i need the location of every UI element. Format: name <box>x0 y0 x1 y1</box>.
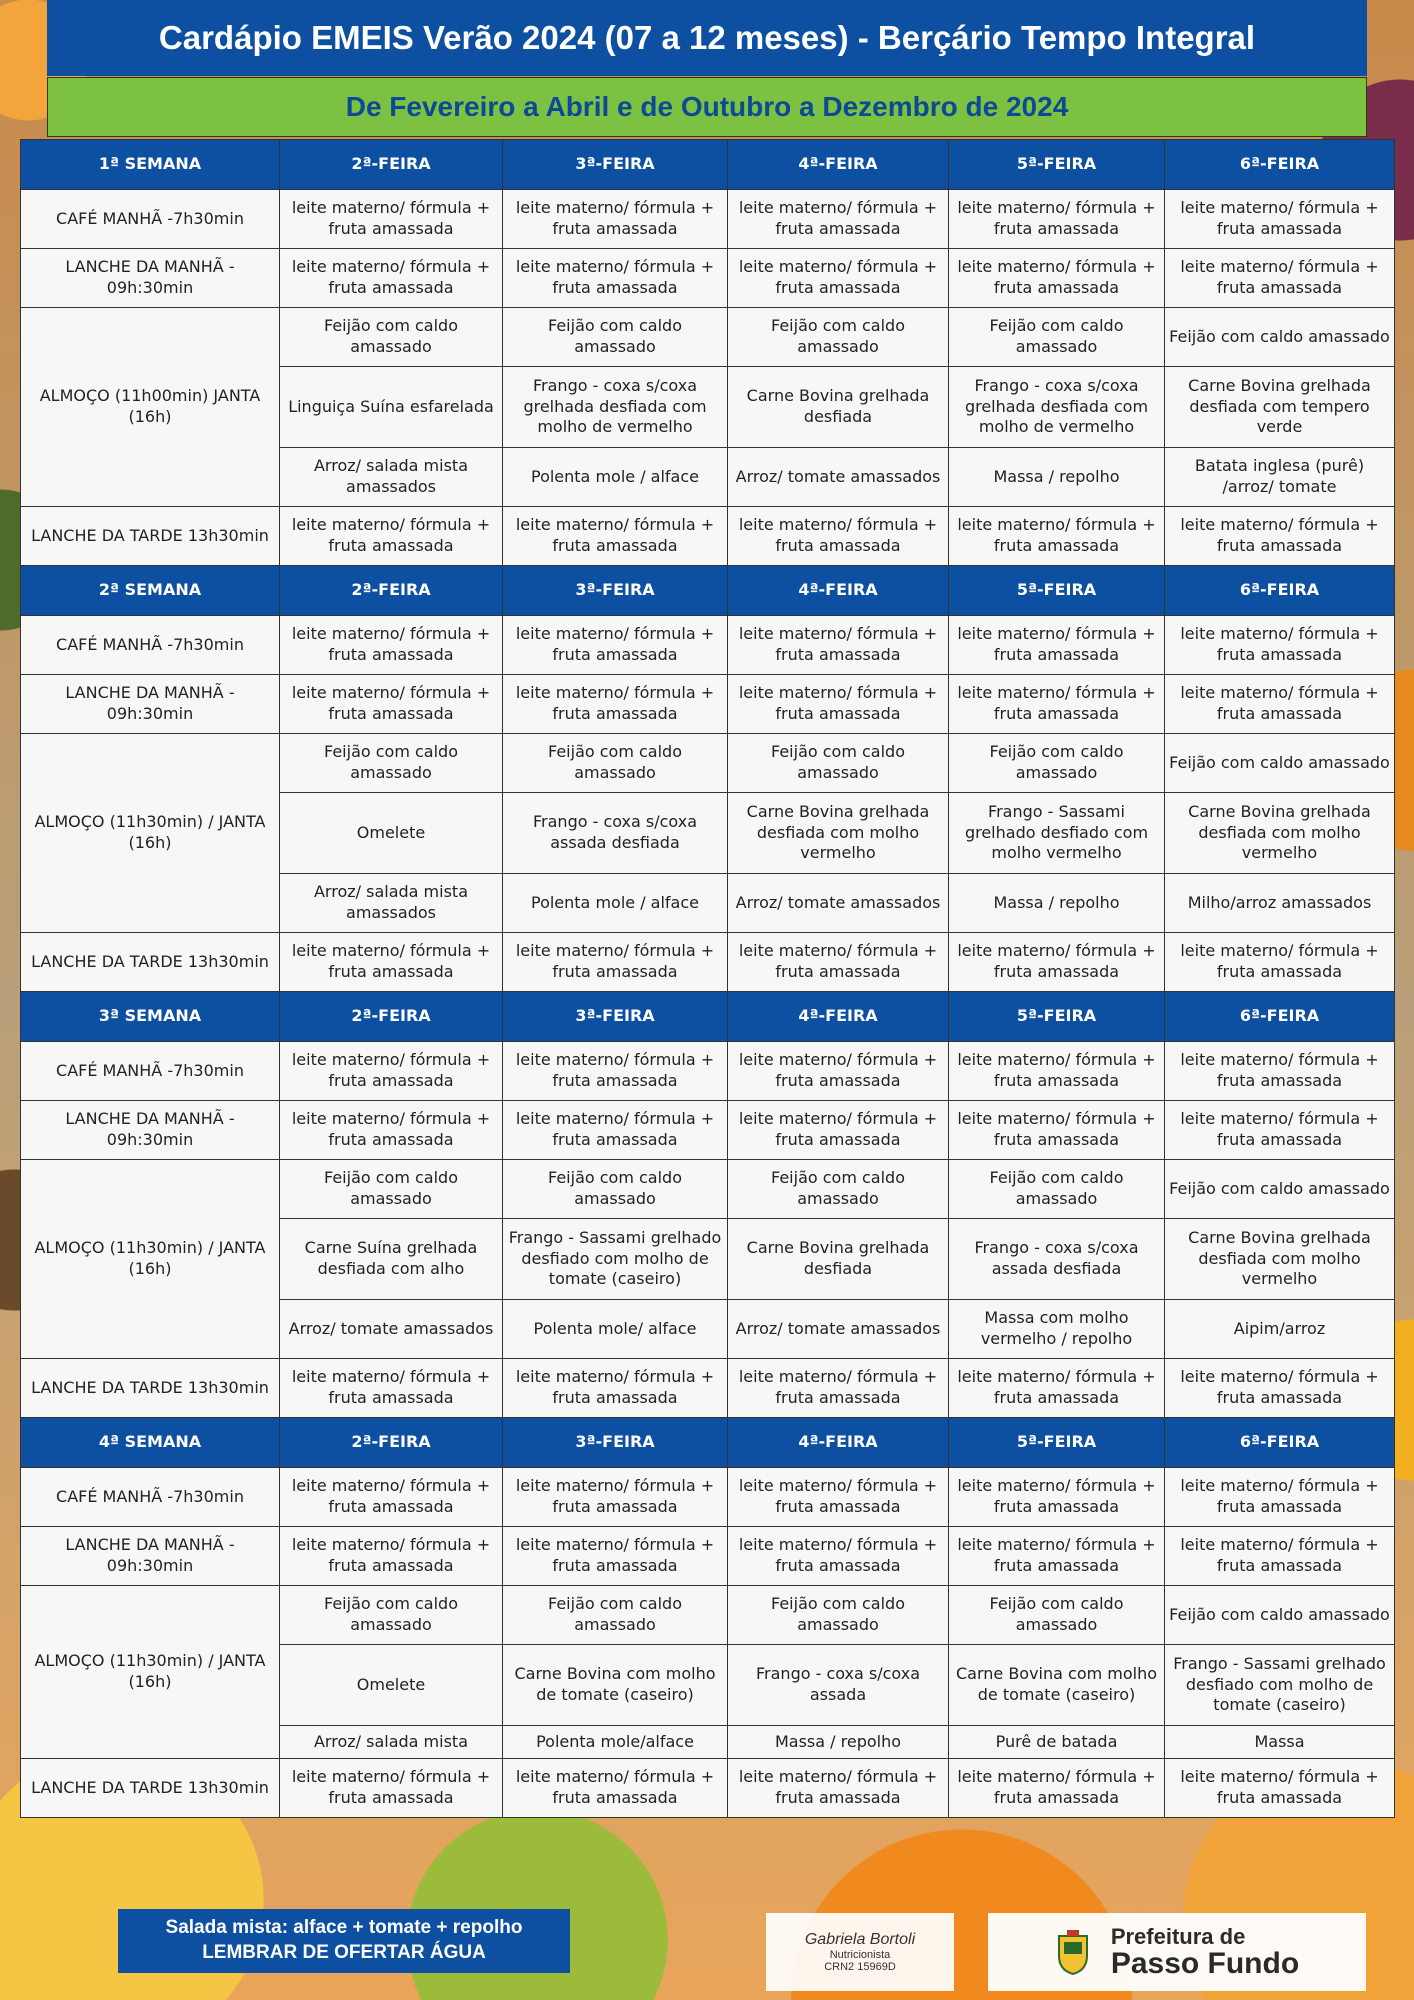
menu-cell: leite materno/ fórmula + fruta amassada <box>949 1042 1165 1101</box>
menu-cell: leite materno/ fórmula + fruta amassada <box>1165 616 1395 675</box>
menu-cell: Carne Bovina grelhada desfiada com tempero verde <box>1165 367 1395 448</box>
menu-cell: Feijão com caldo amassado <box>503 1586 728 1645</box>
salad-note: Salada mista: alface + tomate + repolho <box>165 1917 523 1939</box>
day-header: 5ª-FEIRA <box>949 566 1165 616</box>
menu-cell: Feijão com caldo amassado <box>280 734 503 793</box>
menu-cell: leite materno/ fórmula + fruta amassada <box>949 1359 1165 1418</box>
menu-cell: leite materno/ fórmula + fruta amassada <box>280 1527 503 1586</box>
menu-cell: Carne Bovina com molho de tomate (caseiro) <box>503 1645 728 1726</box>
day-header: 2ª-FEIRA <box>280 992 503 1042</box>
menu-cell: leite materno/ fórmula + fruta amassada <box>1165 933 1395 992</box>
menu-cell: leite materno/ fórmula + fruta amassada <box>503 675 728 734</box>
menu-cell: Aipim/arroz <box>1165 1300 1395 1359</box>
menu-cell: leite materno/ fórmula + fruta amassada <box>728 1759 949 1818</box>
prefeitura-logo <box>988 1913 1366 1991</box>
day-header: 3ª-FEIRA <box>503 1418 728 1468</box>
meal-label-cafe: CAFÉ MANHÃ -7h30min <box>21 1042 280 1101</box>
week-header-row <box>21 1418 1395 1468</box>
menu-cell: Feijão com caldo amassado <box>503 1160 728 1219</box>
day-header: 6ª-FEIRA <box>1165 140 1395 190</box>
menu-cell: leite materno/ fórmula + fruta amassada <box>728 507 949 566</box>
menu-cell: leite materno/ fórmula + fruta amassada <box>949 616 1165 675</box>
table-row <box>21 249 1395 308</box>
table-row <box>21 933 1395 992</box>
day-header: 2ª-FEIRA <box>280 1418 503 1468</box>
menu-cell: Frango - Sassami grelhado desfiado com molho vermelho <box>949 793 1165 874</box>
menu-cell: leite materno/ fórmula + fruta amassada <box>728 1527 949 1586</box>
menu-cell: Carne Bovina com molho de tomate (caseiro) <box>949 1645 1165 1726</box>
menu-cell: leite materno/ fórmula + fruta amassada <box>503 1101 728 1160</box>
signature-crn: CRN2 15969D <box>824 1961 896 1973</box>
meal-label-almoco: ALMOÇO (11h30min) / JANTA (16h) <box>21 734 280 933</box>
menu-cell: Linguiça Suína esfarelada <box>280 367 503 448</box>
footer-note-box <box>118 1909 570 1973</box>
menu-cell: Feijão com caldo amassado <box>280 308 503 367</box>
menu-cell: leite materno/ fórmula + fruta amassada <box>949 933 1165 992</box>
day-header: 4ª-FEIRA <box>728 566 949 616</box>
menu-cell: leite materno/ fórmula + fruta amassada <box>280 675 503 734</box>
menu-cell: Polenta mole / alface <box>503 874 728 933</box>
meal-label-lanche-manha: LANCHE DA MANHÃ - 09h:30min <box>21 675 280 734</box>
meal-label-cafe: CAFÉ MANHÃ -7h30min <box>21 1468 280 1527</box>
menu-cell: Feijão com caldo amassado <box>949 1586 1165 1645</box>
table-row <box>21 308 1395 367</box>
menu-cell: leite materno/ fórmula + fruta amassada <box>280 616 503 675</box>
menu-cell: Feijão com caldo amassado <box>1165 308 1395 367</box>
week-label: 2ª SEMANA <box>21 566 280 616</box>
menu-cell: leite materno/ fórmula + fruta amassada <box>728 616 949 675</box>
table-row <box>21 675 1395 734</box>
table-row <box>21 1359 1395 1418</box>
menu-cell: leite materno/ fórmula + fruta amassada <box>280 1101 503 1160</box>
menu-table <box>20 139 1395 1818</box>
nutritionist-signature <box>766 1913 954 1991</box>
menu-cell: leite materno/ fórmula + fruta amassada <box>1165 1042 1395 1101</box>
menu-cell: Omelete <box>280 1645 503 1726</box>
menu-cell: Frango - coxa s/coxa assada desfiada <box>949 1219 1165 1300</box>
table-row <box>21 507 1395 566</box>
day-header: 5ª-FEIRA <box>949 1418 1165 1468</box>
menu-cell: Carne Suína grelhada desfiada com alho <box>280 1219 503 1300</box>
menu-cell: leite materno/ fórmula + fruta amassada <box>1165 190 1395 249</box>
menu-cell: Frango - coxa s/coxa grelhada desfiada com molho de vermelho <box>503 367 728 448</box>
meal-label-lanche-manha: LANCHE DA MANHÃ - 09h:30min <box>21 1527 280 1586</box>
meal-label-lanche-tarde: LANCHE DA TARDE 13h30min <box>21 507 280 566</box>
menu-cell: leite materno/ fórmula + fruta amassada <box>280 249 503 308</box>
menu-cell: leite materno/ fórmula + fruta amassada <box>728 675 949 734</box>
menu-cell: Arroz/ tomate amassados <box>728 1300 949 1359</box>
menu-cell: Frango - coxa s/coxa grelhada desfiada com molho de vermelho <box>949 367 1165 448</box>
menu-cell: Polenta mole/ alface <box>503 1300 728 1359</box>
menu-cell: Carne Bovina grelhada desfiada com molho vermelho <box>728 793 949 874</box>
menu-cell: leite materno/ fórmula + fruta amassada <box>728 933 949 992</box>
menu-cell: Carne Bovina grelhada desfiada com molho vermelho <box>1165 793 1395 874</box>
menu-cell: leite materno/ fórmula + fruta amassada <box>949 675 1165 734</box>
menu-cell: Carne Bovina grelhada desfiada com molho vermelho <box>1165 1219 1395 1300</box>
menu-cell: Batata inglesa (purê) /arroz/ tomate <box>1165 448 1395 507</box>
menu-cell: Massa / repolho <box>728 1726 949 1759</box>
meal-label-almoco: ALMOÇO (11h30min) / JANTA (16h) <box>21 1160 280 1359</box>
menu-cell: leite materno/ fórmula + fruta amassada <box>949 507 1165 566</box>
menu-cell: Massa com molho vermelho / repolho <box>949 1300 1165 1359</box>
menu-cell: Massa / repolho <box>949 448 1165 507</box>
menu-cell: leite materno/ fórmula + fruta amassada <box>280 1759 503 1818</box>
menu-cell: leite materno/ fórmula + fruta amassada <box>949 1527 1165 1586</box>
menu-cell: leite materno/ fórmula + fruta amassada <box>1165 1101 1395 1160</box>
city-crest-icon <box>1055 1928 1091 1976</box>
day-header: 6ª-FEIRA <box>1165 1418 1395 1468</box>
day-header: 4ª-FEIRA <box>728 992 949 1042</box>
day-header: 2ª-FEIRA <box>280 140 503 190</box>
menu-cell: Feijão com caldo amassado <box>949 1160 1165 1219</box>
table-row <box>21 1042 1395 1101</box>
menu-cell: Arroz/ salada mista <box>280 1726 503 1759</box>
day-header: 3ª-FEIRA <box>503 992 728 1042</box>
day-header: 3ª-FEIRA <box>503 140 728 190</box>
menu-cell: leite materno/ fórmula + fruta amassada <box>280 933 503 992</box>
week-header-row <box>21 566 1395 616</box>
menu-cell: leite materno/ fórmula + fruta amassada <box>949 1759 1165 1818</box>
menu-cell: leite materno/ fórmula + fruta amassada <box>728 1468 949 1527</box>
menu-cell: Feijão com caldo amassado <box>1165 1586 1395 1645</box>
meal-label-lanche-manha: LANCHE DA MANHÃ - 09h:30min <box>21 249 280 308</box>
menu-cell: Arroz/ tomate amassados <box>280 1300 503 1359</box>
menu-cell: Feijão com caldo amassado <box>728 308 949 367</box>
table-row <box>21 616 1395 675</box>
menu-cell: leite materno/ fórmula + fruta amassada <box>1165 1527 1395 1586</box>
week-label: 4ª SEMANA <box>21 1418 280 1468</box>
menu-cell: Feijão com caldo amassado <box>1165 734 1395 793</box>
menu-cell: leite materno/ fórmula + fruta amassada <box>949 1468 1165 1527</box>
day-header: 6ª-FEIRA <box>1165 566 1395 616</box>
logo-line-2: Passo Fundo <box>1110 1946 1300 1980</box>
menu-cell: leite materno/ fórmula + fruta amassada <box>503 1468 728 1527</box>
menu-cell: Feijão com caldo amassado <box>503 734 728 793</box>
day-header: 4ª-FEIRA <box>728 1418 949 1468</box>
menu-cell: Milho/arroz amassados <box>1165 874 1395 933</box>
menu-cell: Arroz/ salada mista amassados <box>280 874 503 933</box>
menu-cell: leite materno/ fórmula + fruta amassada <box>728 1042 949 1101</box>
menu-cell: Frango - coxa s/coxa assada <box>728 1645 949 1726</box>
menu-cell: Frango - coxa s/coxa assada desfiada <box>503 793 728 874</box>
meal-label-almoco: ALMOÇO (11h00min) JANTA (16h) <box>21 308 280 507</box>
menu-cell: leite materno/ fórmula + fruta amassada <box>728 249 949 308</box>
menu-cell: Feijão com caldo amassado <box>728 1160 949 1219</box>
menu-cell: Frango - Sassami grelhado desfiado com molho de tomate (caseiro) <box>1165 1645 1395 1726</box>
menu-cell: Polenta mole/alface <box>503 1726 728 1759</box>
menu-cell: leite materno/ fórmula + fruta amassada <box>280 1359 503 1418</box>
menu-cell: leite materno/ fórmula + fruta amassada <box>280 190 503 249</box>
week-label: 3ª SEMANA <box>21 992 280 1042</box>
menu-cell: Massa <box>1165 1726 1395 1759</box>
menu-cell: leite materno/ fórmula + fruta amassada <box>503 249 728 308</box>
menu-cell: leite materno/ fórmula + fruta amassada <box>949 1101 1165 1160</box>
table-row <box>21 1468 1395 1527</box>
table-row <box>21 1160 1395 1219</box>
menu-cell: Arroz/ tomate amassados <box>728 874 949 933</box>
menu-cell: Feijão com caldo amassado <box>280 1160 503 1219</box>
menu-cell: Massa / repolho <box>949 874 1165 933</box>
menu-cell: leite materno/ fórmula + fruta amassada <box>1165 507 1395 566</box>
menu-cell: leite materno/ fórmula + fruta amassada <box>503 1759 728 1818</box>
menu-cell: leite materno/ fórmula + fruta amassada <box>280 507 503 566</box>
meal-label-lanche-manha: LANCHE DA MANHÃ - 09h:30min <box>21 1101 280 1160</box>
menu-cell: leite materno/ fórmula + fruta amassada <box>728 190 949 249</box>
water-reminder: LEMBRAR DE OFERTAR ÁGUA <box>202 1942 486 1963</box>
menu-cell: Polenta mole / alface <box>503 448 728 507</box>
signature-name: Gabriela Bortoli <box>804 1931 916 1948</box>
menu-cell: leite materno/ fórmula + fruta amassada <box>280 1468 503 1527</box>
menu-cell: Feijão com caldo amassado <box>728 1586 949 1645</box>
day-header: 4ª-FEIRA <box>728 140 949 190</box>
week-header-row <box>21 140 1395 190</box>
week-header-row <box>21 992 1395 1042</box>
menu-cell: Arroz/ tomate amassados <box>728 448 949 507</box>
table-row <box>21 734 1395 793</box>
menu-cell: leite materno/ fórmula + fruta amassada <box>503 1359 728 1418</box>
week-label: 1ª SEMANA <box>21 140 280 190</box>
period-subtitle: De Fevereiro a Abril e de Outubro a Dezembro de 2024 <box>47 77 1367 137</box>
menu-cell: leite materno/ fórmula + fruta amassada <box>1165 675 1395 734</box>
logo-line-1: Prefeitura de <box>1110 1923 1246 1949</box>
table-row <box>21 190 1395 249</box>
page-title: Cardápio EMEIS Verão 2024 (07 a 12 meses) - Berçário Tempo Integral <box>47 0 1367 76</box>
meal-label-almoco: ALMOÇO (11h30min) / JANTA (16h) <box>21 1586 280 1759</box>
table-row <box>21 1586 1395 1645</box>
menu-cell: leite materno/ fórmula + fruta amassada <box>949 249 1165 308</box>
menu-cell: Carne Bovina grelhada desfiada <box>728 1219 949 1300</box>
meal-label-lanche-tarde: LANCHE DA TARDE 13h30min <box>21 1759 280 1818</box>
menu-cell: leite materno/ fórmula + fruta amassada <box>1165 1359 1395 1418</box>
meal-label-cafe: CAFÉ MANHÃ -7h30min <box>21 190 280 249</box>
menu-cell: Omelete <box>280 793 503 874</box>
menu-cell: leite materno/ fórmula + fruta amassada <box>503 1042 728 1101</box>
day-header: 6ª-FEIRA <box>1165 992 1395 1042</box>
day-header: 3ª-FEIRA <box>503 566 728 616</box>
menu-cell: leite materno/ fórmula + fruta amassada <box>1165 1468 1395 1527</box>
menu-cell: leite materno/ fórmula + fruta amassada <box>503 1527 728 1586</box>
menu-cell: Feijão com caldo amassado <box>728 734 949 793</box>
menu-cell: leite materno/ fórmula + fruta amassada <box>503 507 728 566</box>
meal-label-cafe: CAFÉ MANHÃ -7h30min <box>21 616 280 675</box>
menu-cell: leite materno/ fórmula + fruta amassada <box>728 1101 949 1160</box>
day-header: 5ª-FEIRA <box>949 992 1165 1042</box>
meal-label-lanche-tarde: LANCHE DA TARDE 13h30min <box>21 1359 280 1418</box>
menu-cell: leite materno/ fórmula + fruta amassada <box>503 616 728 675</box>
menu-cell: Frango - Sassami grelhado desfiado com molho de tomate (caseiro) <box>503 1219 728 1300</box>
table-row <box>21 1101 1395 1160</box>
menu-cell: leite materno/ fórmula + fruta amassada <box>949 190 1165 249</box>
table-row <box>21 1759 1395 1818</box>
menu-cell: Arroz/ salada mista amassados <box>280 448 503 507</box>
menu-cell: leite materno/ fórmula + fruta amassada <box>503 190 728 249</box>
signature-role: Nutricionista <box>829 1949 891 1961</box>
day-header: 5ª-FEIRA <box>949 140 1165 190</box>
menu-cell: Feijão com caldo amassado <box>280 1586 503 1645</box>
menu-cell: leite materno/ fórmula + fruta amassada <box>280 1042 503 1101</box>
menu-cell: Feijão com caldo amassado <box>949 734 1165 793</box>
menu-cell: leite materno/ fórmula + fruta amassada <box>728 1359 949 1418</box>
menu-cell: Feijão com caldo amassado <box>949 308 1165 367</box>
menu-cell: Carne Bovina grelhada desfiada <box>728 367 949 448</box>
day-header: 2ª-FEIRA <box>280 566 503 616</box>
menu-cell: leite materno/ fórmula + fruta amassada <box>1165 1759 1395 1818</box>
menu-cell: Feijão com caldo amassado <box>503 308 728 367</box>
menu-cell: Purê de batada <box>949 1726 1165 1759</box>
menu-cell: leite materno/ fórmula + fruta amassada <box>503 933 728 992</box>
menu-cell: leite materno/ fórmula + fruta amassada <box>1165 249 1395 308</box>
table-row <box>21 1527 1395 1586</box>
menu-cell: Feijão com caldo amassado <box>1165 1160 1395 1219</box>
meal-label-lanche-tarde: LANCHE DA TARDE 13h30min <box>21 933 280 992</box>
